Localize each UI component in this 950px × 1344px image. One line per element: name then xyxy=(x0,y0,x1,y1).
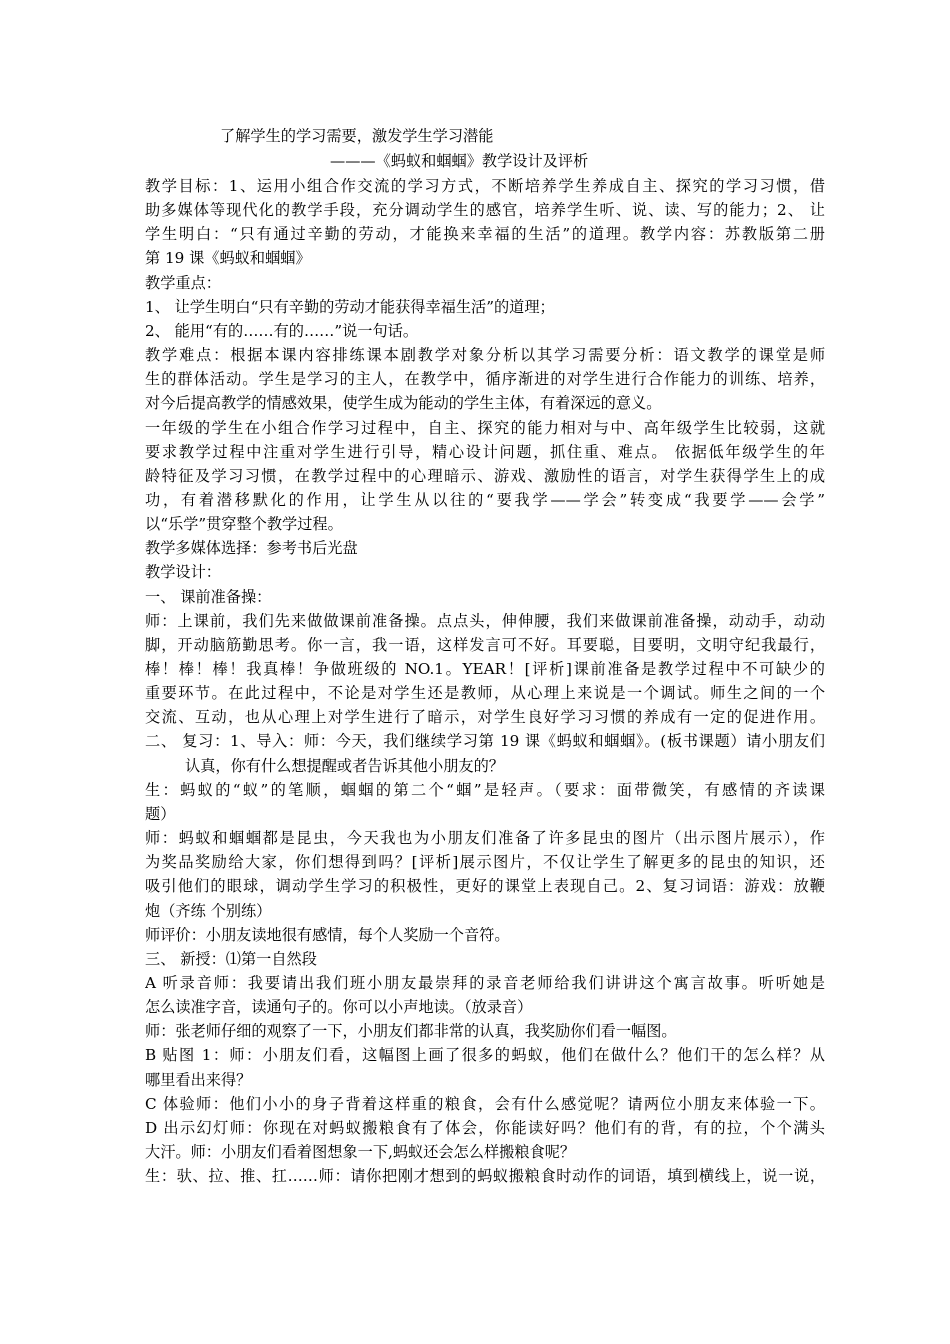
body-line: 大汗。师：小朋友们看着图想象一下,蚂蚁还会怎么样搬粮食呢？ xyxy=(145,1143,576,1161)
body-line: 教学设计： xyxy=(145,563,221,582)
body-line: 二、 复习：1、导入：师：今天，我们继续学习第 19 课《蚂蚁和蝈蝈》。(板书课题）请小朋友们 xyxy=(145,732,825,751)
body-line: 师：张老师仔细的观察了一下，小朋友们都非常的认真，我奖励你们看一幅图。 xyxy=(145,1022,677,1041)
body-line: 交流、互动，也从心理上对学生进行了暗示，对学生良好学习习惯的养成有一定的促进作用。 xyxy=(145,708,825,727)
body-line: 炮（齐练 个别练） xyxy=(145,901,272,920)
body-line: C 体验师：他们小小的身子背着这样重的粮食，会有什么感觉呢？请两位小朋友来体验一下。 xyxy=(145,1094,825,1113)
body-line: 1、 让学生明白“只有辛勤的劳动才能获得幸福生活”的道理； xyxy=(145,297,555,316)
body-line: 脚，开动脑筋勤思考。你一言，我一语，这样发言可不好。耳要聪，目要明，文明守纪我最行， xyxy=(145,635,825,654)
body-line: D 出示幻灯师：你现在对蚂蚁搬粮食有了体会，你能读好吗？他们有的背，有的拉，个个满头 xyxy=(145,1118,825,1137)
body-line: 生：蚂蚁的“蚁”的笔顺，蝈蝈的第二个“蝈”是轻声。（要求：面带微笑，有感情的齐读课 xyxy=(145,780,825,799)
body-line: 师：蚂蚁和蝈蝈都是昆虫，今天我也为小朋友们准备了许多昆虫的图片（出示图片展示），作 xyxy=(145,829,825,848)
body-line: 助多媒体等现代化的教学手段，充分调动学生的感官，培养学生听、说、读、写的能力；2、 让 xyxy=(145,201,825,220)
body-line: 认真，你有什么想提醒或者告诉其他小朋友的？ xyxy=(185,756,504,775)
body-line: A 听录音师：我要请出我们班小朋友最崇拜的录音老师给我们讲讲这个寓言故事。听听她是 xyxy=(145,973,825,992)
body-line: 生：驮、拉、推、扛……师：请你把刚才想到的蚂蚁搬粮食时动作的词语，填到横线上，说一说， xyxy=(145,1167,825,1186)
body-line: 棒！棒！棒！我真棒！争做班级的 NO.1。YEAR！[评析]课前准备是教学过程中不可缺少的 xyxy=(145,660,825,678)
body-line: 重要环节。在此过程中，不论是对学生还是教师，从心理上来说是一个调试。师生之间的一个 xyxy=(145,684,825,703)
body-line: 对今后提高教学的情感效果，使学生成为能动的学生主体，有着深远的意义。 xyxy=(145,394,662,413)
body-line: 哪里看出来得？ xyxy=(145,1070,252,1089)
body-line: 2、 能用“有的……有的……”说一句话。 xyxy=(145,321,419,340)
body-line: 第 19 课《蚂蚁和蝈蝈》 xyxy=(145,249,311,268)
body-line: 功，有着潜移默化的作用，让学生从以往的“要我学——学会”转变成“我要学——会学” xyxy=(145,490,825,509)
body-line: 要求教学过程中注重对学生进行引导，精心设计问题，抓住重、难点。 依据低年级学生的年 xyxy=(145,442,825,461)
body-line: 师：上课前，我们先来做做课前准备操。点点头，伸伸腰，我们来做课前准备操，动动手，动动 xyxy=(145,611,825,630)
body-line: 以“乐学”贯穿整个教学过程。 xyxy=(145,515,343,534)
body-line: 一、 课前准备操： xyxy=(145,587,272,606)
body-line: 吸引他们的眼球，调动学生学习的积极性，更好的课堂上表现自己。2、复习词语：游戏：放鞭 xyxy=(145,877,825,896)
body-line: 师评价：小朋友读地很有感情，每个人奖励一个音符。 xyxy=(145,925,510,944)
body-line: 一年级的学生在小组合作学习过程中，自主、探究的能力相对与中、高年级学生比较弱，这就 xyxy=(145,418,825,437)
document-subtitle: ———《蚂蚁和蝈蝈》教学设计及评析 xyxy=(330,152,589,170)
body-line: 教学重点： xyxy=(145,273,221,292)
body-line: 怎么读准字音，读通句子的。你可以小声地读。（放录音） xyxy=(145,998,533,1017)
body-line: 题） xyxy=(145,804,176,823)
body-line: 为奖品奖励给大家，你们想得到吗？[评析]展示图片，不仅让学生了解更多的昆虫的知识，还 xyxy=(145,853,825,872)
body-line: 三、 新授：⑴第一自然段 xyxy=(145,949,317,968)
body-line: 教学多媒体选择：参考书后光盘 xyxy=(145,539,358,558)
body-line: B 贴图 1：师：小朋友们看，这幅图上画了很多的蚂蚁，他们在做什么？他们干的怎么样？从 xyxy=(145,1046,825,1065)
body-line: 教学难点：根据本课内容排练课本剧教学对象分析以其学习需要分析：语文教学的课堂是师 xyxy=(145,346,825,365)
document-title: 了解学生的学习需要，激发学生学习潜能 xyxy=(220,127,494,145)
body-line: 学生明白：“只有通过辛勤的劳动，才能换来幸福的生活”的道理。教学内容：苏教版第二册 xyxy=(145,225,825,244)
body-line: 教学目标：1、运用小组合作交流的学习方式，不断培养学生养成自主、探究的学习习惯，借 xyxy=(145,177,825,195)
body-line: 龄特征及学习习惯，在教学过程中的心理暗示、游戏、激励性的语言，对学生获得学生上的成 xyxy=(145,466,825,485)
body-line: 生的群体活动。学生是学习的主人，在教学中，循序渐进的对学生进行合作能力的训练、培养， xyxy=(145,370,825,389)
